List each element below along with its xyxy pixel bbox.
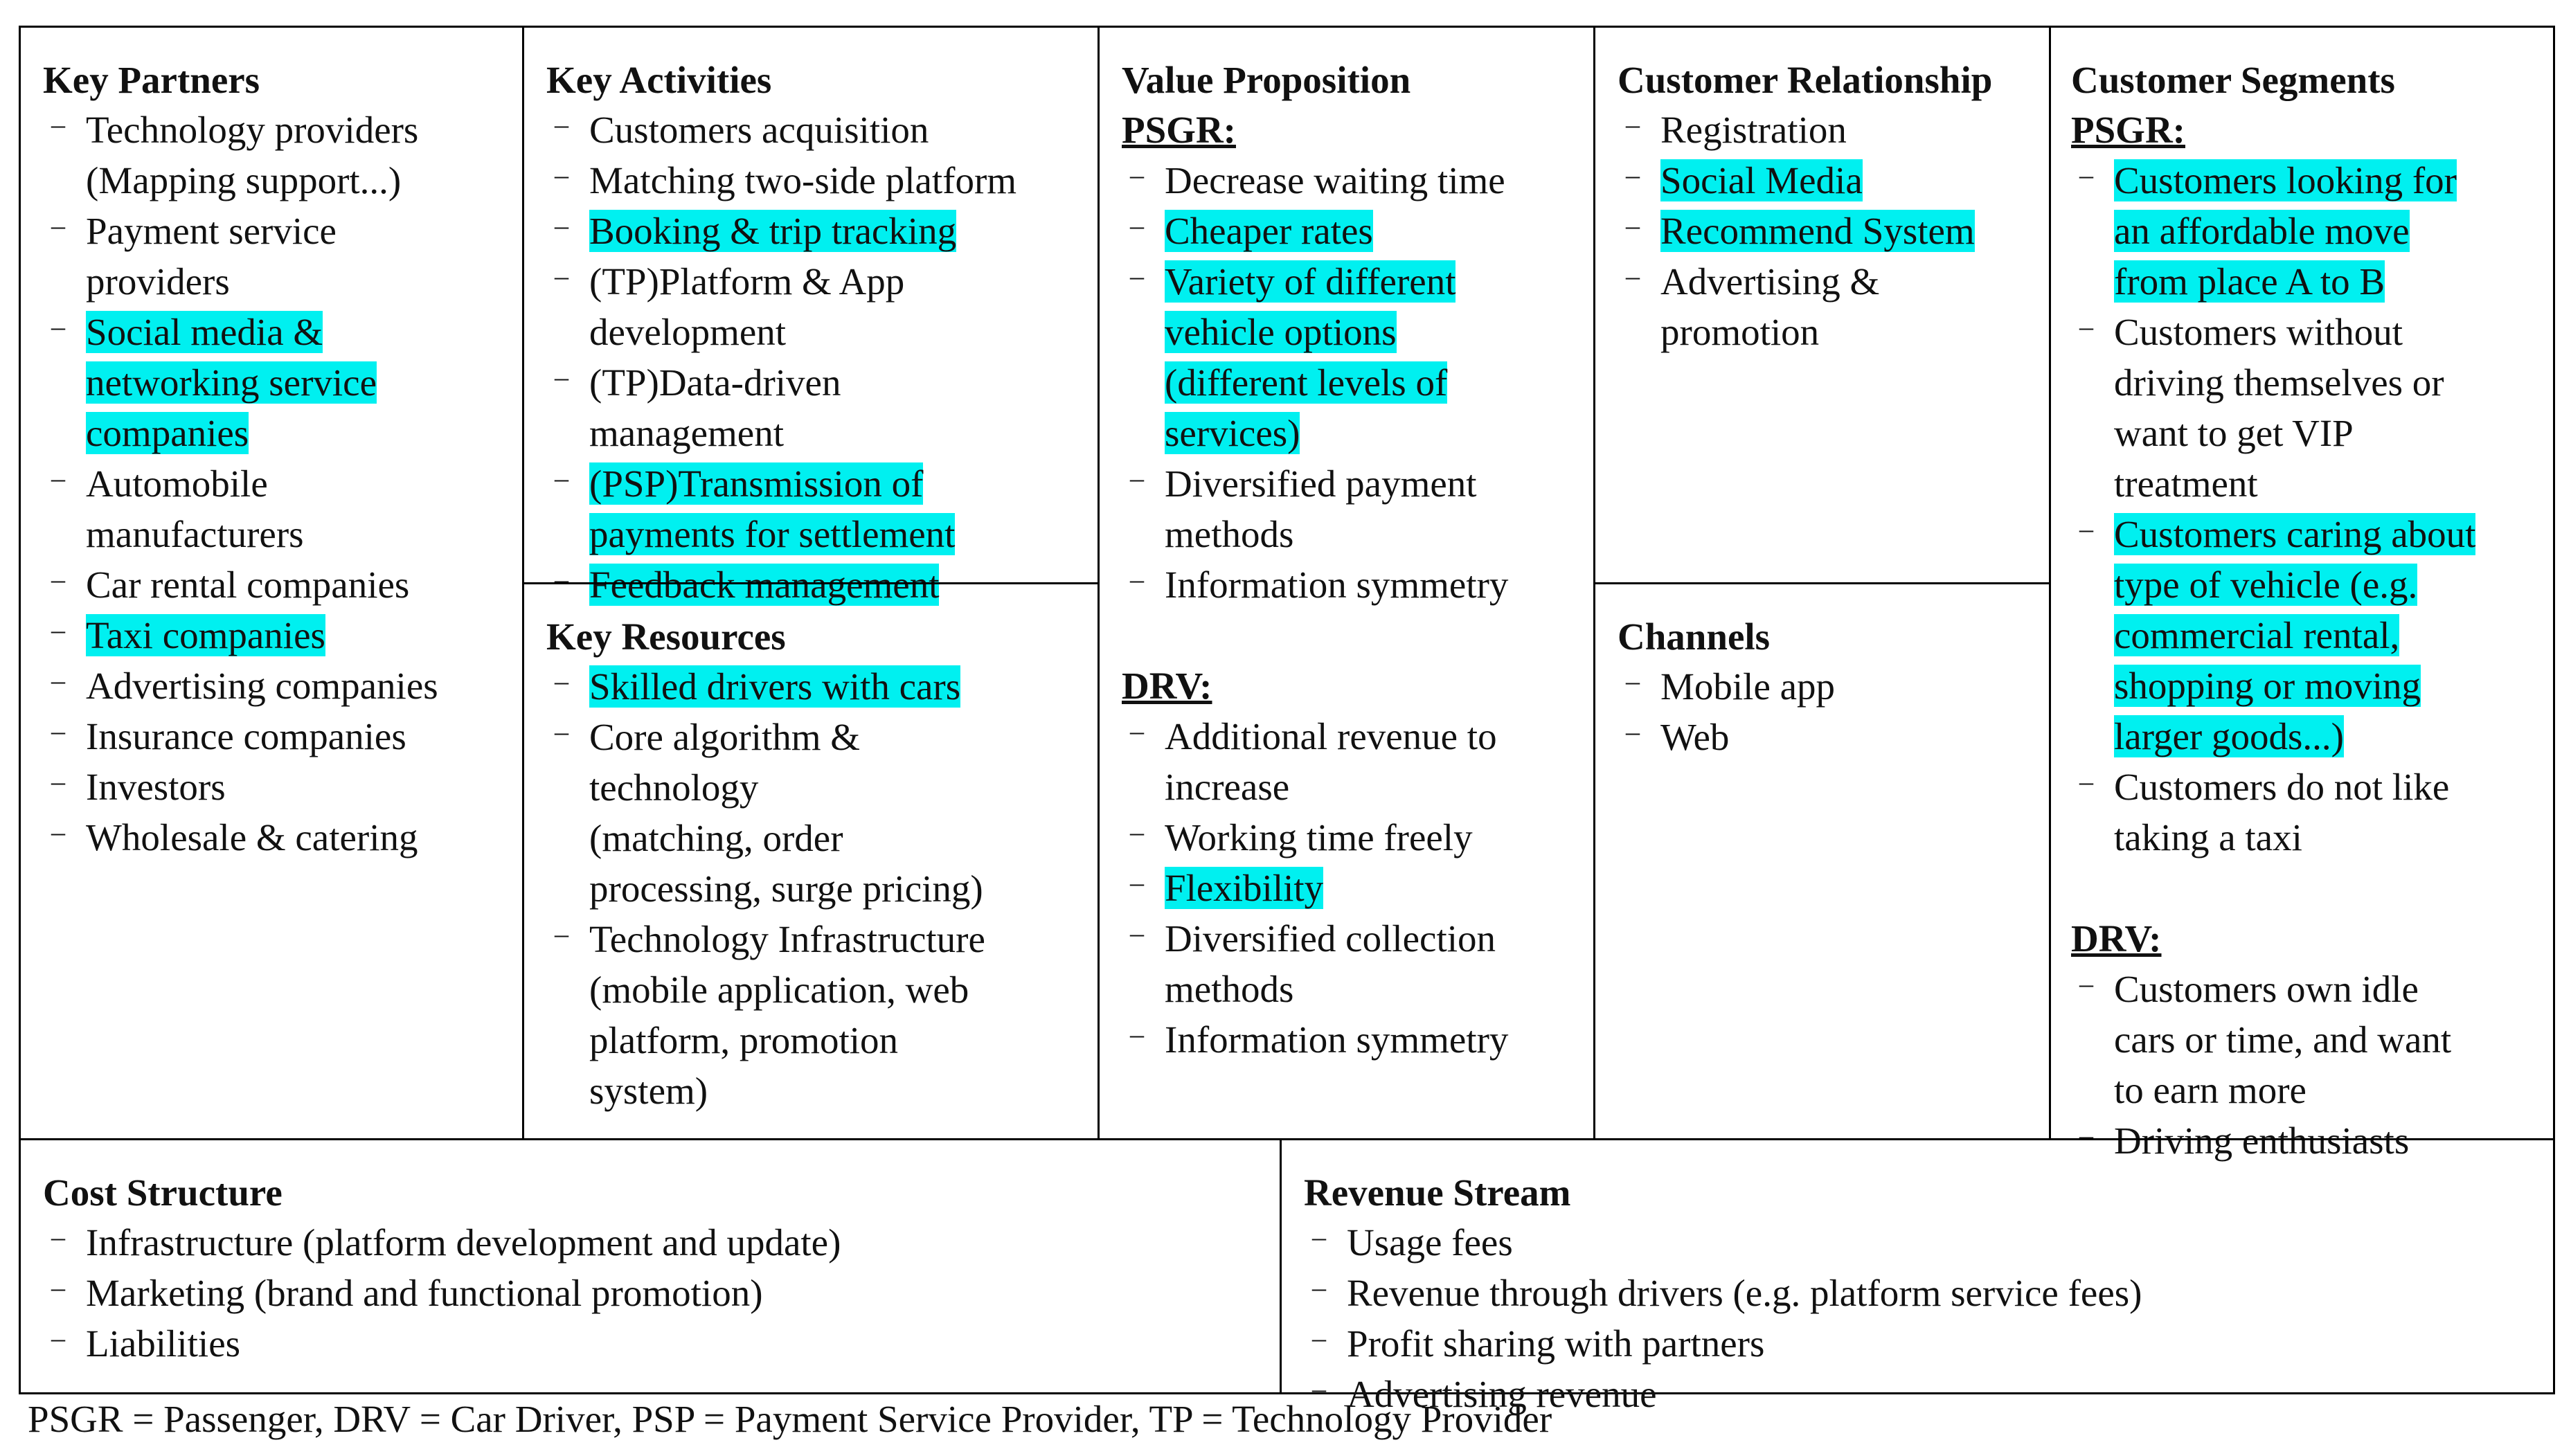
list-item-text: Insurance companies: [86, 715, 406, 757]
list-item-text: Wholesale & catering: [86, 816, 418, 859]
list-item-text: Investors: [86, 766, 226, 808]
list-item-text: increase: [1165, 766, 1290, 808]
key-resources-title: Key Resources: [546, 615, 786, 658]
list-item: [1618, 206, 2049, 256]
customer-segments-psgr-label: PSGR:: [2071, 109, 2185, 151]
key-activities-title: Key Activities: [546, 59, 772, 101]
list-item-text: from place A to B: [2114, 260, 2385, 303]
list-item: [2071, 964, 2553, 1115]
list-item: [546, 105, 1098, 155]
list-item: [1122, 256, 1593, 458]
list-item-text: Information symmetry: [1165, 564, 1509, 606]
key-activities-list: [546, 105, 1098, 610]
customer-relationship-cell: [1593, 26, 2051, 584]
list-item-text: taking a taxi: [2114, 816, 2302, 859]
list-item-text: (matching, order: [589, 817, 843, 859]
list-item: [1122, 1014, 1593, 1065]
customer-segments-title: Customer Segments: [2071, 59, 2395, 101]
list-item-text: providers: [86, 260, 230, 303]
list-item: [546, 256, 1098, 357]
value-proposition-cell: [1098, 26, 1595, 1140]
list-item-text: Social media &: [86, 311, 323, 353]
list-item: [1122, 812, 1593, 863]
list-item-text: networking service: [86, 361, 377, 404]
customer-segments-drv-label: DRV:: [2071, 917, 2162, 960]
list-item-text: vehicle options: [1165, 311, 1397, 353]
customer-segments-cell: [2049, 26, 2555, 1162]
list-item-text: want to get VIP: [2114, 412, 2354, 454]
list-item-text: (different levels of: [1165, 361, 1448, 404]
list-item: [546, 914, 1098, 1116]
list-item-text: Advertising companies: [86, 665, 438, 707]
list-item-text: (mobile application, web: [589, 969, 969, 1011]
key-partners-title: Key Partners: [43, 59, 260, 101]
list-item: [1304, 1268, 2553, 1318]
list-item-text: payments for settlement: [589, 513, 956, 555]
list-item-text: Infrastructure (platform development and update): [86, 1221, 841, 1264]
list-item: [546, 155, 1098, 206]
customer-relationship-list: [1618, 105, 2049, 357]
list-item-text: technology: [589, 766, 759, 809]
list-item: [546, 206, 1098, 256]
list-item-text: Customers acquisition: [589, 109, 929, 151]
list-item-text: Variety of different: [1165, 260, 1456, 303]
list-item: [1304, 1318, 2553, 1369]
list-item-text: processing, surge pricing): [589, 868, 983, 910]
list-item: [43, 1318, 1280, 1369]
list-item-text: Web: [1660, 716, 1730, 758]
list-item-text: shopping or moving: [2114, 665, 2421, 707]
list-item: [43, 762, 522, 812]
list-item: [546, 712, 1098, 914]
list-item-text: Profit sharing with partners: [1347, 1322, 1765, 1365]
list-item-text: Usage fees: [1347, 1221, 1513, 1264]
list-item: [2071, 155, 2553, 307]
list-item-text: Core algorithm &: [589, 716, 861, 758]
list-item: [1618, 256, 2049, 357]
value-proposition-psgr-label: PSGR:: [1122, 109, 1236, 151]
list-item: [1122, 458, 1593, 559]
list-item: [546, 458, 1098, 559]
channels-cell: [1593, 582, 2051, 1140]
list-item-text: (TP)Data-driven: [589, 361, 841, 404]
list-item-text: cars or time, and want: [2114, 1018, 2452, 1061]
list-item: [2071, 509, 2553, 762]
list-item-text: Matching two-side platform: [589, 159, 1017, 201]
list-item: [1122, 863, 1593, 913]
cost-structure-cell: [19, 1138, 1282, 1394]
list-item-text: Liabilities: [86, 1322, 241, 1365]
list-item-text: Customers without: [2114, 311, 2403, 353]
list-item-text: Technology Infrastructure: [589, 918, 985, 960]
list-item-text: Registration: [1660, 109, 1847, 151]
list-item-text: Working time freely: [1165, 816, 1473, 859]
list-item: [43, 610, 522, 660]
list-item-text: management: [589, 412, 784, 454]
list-item: [2071, 307, 2553, 509]
list-item: [43, 1217, 1280, 1268]
list-item-text: Booking & trip tracking: [589, 210, 957, 252]
list-item-text: treatment: [2114, 462, 2258, 505]
list-item-text: Skilled drivers with cars: [589, 665, 961, 708]
list-item: [43, 458, 522, 559]
list-item-text: Recommend System: [1660, 210, 1975, 252]
list-item-text: Automobile: [86, 462, 268, 505]
list-item-text: promotion: [1660, 311, 1820, 353]
list-item-text: Technology providers: [86, 109, 419, 151]
list-item-text: Taxi companies: [86, 614, 325, 656]
list-item-text: platform, promotion: [589, 1019, 899, 1061]
list-item-text: Decrease waiting time: [1165, 159, 1505, 201]
list-item-text: Social Media: [1660, 159, 1863, 201]
list-item-text: Customers caring about: [2114, 513, 2476, 555]
list-item-text: Information symmetry: [1165, 1018, 1509, 1061]
value-proposition-title: Value Proposition: [1122, 59, 1411, 101]
list-item-text: Advertising revenue: [1347, 1373, 1657, 1415]
list-item-text: system): [589, 1070, 708, 1112]
list-item: [43, 812, 522, 863]
list-item-text: Additional revenue to: [1165, 715, 1497, 757]
list-item: [1122, 559, 1593, 610]
list-item-text: manufacturers: [86, 513, 304, 555]
list-item-text: Customers own idle: [2114, 968, 2419, 1010]
list-item: [546, 661, 1098, 712]
list-item-text: type of vehicle (e.g.: [2114, 564, 2418, 606]
channels-list: [1618, 661, 2049, 762]
list-item-text: commercial rental,: [2114, 614, 2400, 656]
customer-relationship-title: Customer Relationship: [1618, 59, 1993, 101]
list-item-text: companies: [86, 412, 249, 454]
list-item-text: (Mapping support...): [86, 159, 402, 201]
list-item-text: Customers looking for: [2114, 159, 2457, 201]
list-item: [1122, 711, 1593, 812]
revenue-stream-title: Revenue Stream: [1304, 1171, 1571, 1214]
list-item: [43, 559, 522, 610]
list-item-text: methods: [1165, 968, 1294, 1010]
customer-segments-drv-list: [2071, 964, 2553, 1166]
list-item: [1122, 206, 1593, 256]
value-proposition-drv-label: DRV:: [1122, 665, 1212, 707]
list-item-text: Driving enthusiasts: [2114, 1120, 2410, 1162]
list-item: [1122, 913, 1593, 1014]
list-item-text: services): [1165, 412, 1300, 454]
key-partners-cell: [19, 26, 524, 1140]
list-item: [1122, 155, 1593, 206]
list-item-text: Payment service: [86, 210, 337, 252]
list-item: [1618, 661, 2049, 712]
list-item-text: Customers do not like: [2114, 766, 2450, 808]
key-activities-cell: [522, 26, 1100, 606]
list-item-text: Diversified collection: [1165, 917, 1496, 960]
list-item-text: Flexibility: [1165, 867, 1324, 909]
cost-structure-title: Cost Structure: [43, 1171, 283, 1214]
list-item: [1618, 105, 2049, 155]
customer-segments-psgr-list: [2071, 155, 2553, 863]
list-item-text: Revenue through drivers (e.g. platform service fees): [1347, 1272, 2142, 1314]
value-proposition-drv-list: [1122, 711, 1593, 1065]
list-item-text: (TP)Platform & App: [589, 260, 905, 303]
channels-title: Channels: [1618, 615, 1771, 658]
list-item-text: Feedback management: [589, 564, 940, 606]
abbreviations-footnote: PSGR = Passenger, DRV = Car Driver, PSP = Payment Service Provider, TP = Technology Provider: [28, 1398, 1552, 1440]
key-partners-list: [43, 105, 522, 863]
list-item-text: methods: [1165, 513, 1294, 555]
list-item-text: Advertising &: [1660, 260, 1880, 303]
revenue-stream-cell: [1280, 1138, 2555, 1415]
key-resources-cell: [522, 582, 1100, 1140]
list-item-text: Cheaper rates: [1165, 210, 1373, 252]
list-item-text: driving themselves or: [2114, 361, 2444, 404]
list-item: [43, 711, 522, 762]
list-item: [43, 660, 522, 711]
revenue-stream-list: [1304, 1217, 2553, 1419]
list-item: [43, 105, 522, 206]
list-item: [1304, 1217, 2553, 1268]
list-item-text: (PSP)Transmission of: [589, 462, 924, 505]
list-item-text: larger goods...): [2114, 715, 2344, 757]
list-item: [546, 357, 1098, 458]
list-item-text: Mobile app: [1660, 665, 1836, 708]
list-item-text: development: [589, 311, 787, 353]
list-item: [1618, 712, 2049, 762]
list-item-text: to earn more: [2114, 1069, 2306, 1111]
cost-structure-list: [43, 1217, 1280, 1369]
list-item: [2071, 762, 2553, 863]
list-item-text: an affordable move: [2114, 210, 2410, 252]
list-item: [1618, 155, 2049, 206]
key-resources-list: [546, 661, 1098, 1116]
value-proposition-psgr-list: [1122, 155, 1593, 610]
list-item: [43, 307, 522, 458]
list-item: [43, 206, 522, 307]
list-item-text: Diversified payment: [1165, 462, 1477, 505]
list-item-text: Car rental companies: [86, 564, 410, 606]
list-item-text: Marketing (brand and functional promotion): [86, 1272, 763, 1314]
list-item: [43, 1268, 1280, 1318]
